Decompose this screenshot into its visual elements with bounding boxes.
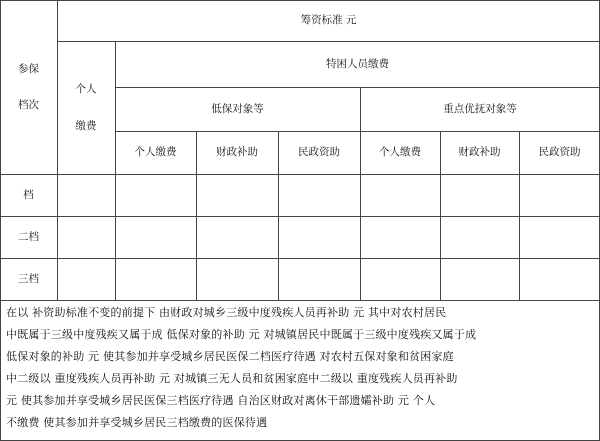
subcol-header: 民政资助 [298,146,340,159]
insurance-tier-header-line2: 档次 [18,99,39,111]
personal-payment-header [57,41,115,174]
tier-row-label: 二档 [18,230,39,243]
youfu-group-header: 重点优抚对象等 [443,102,517,115]
subcol-header: 财政补助 [458,146,501,159]
subcol-header: 个人缴费 [134,146,177,159]
table-line [0,216,600,217]
subcol-header: 个人缴费 [379,146,421,159]
insurance-tier-header [0,0,57,174]
table-line [0,258,600,259]
tier-row-label: 三档 [18,272,39,285]
table-line [0,174,600,175]
policy-paragraph [6,302,598,434]
paragraph-line: 中二级以 重度残疾人员再补助 元 对城镇三无人员和贫困家庭中二级以 重度残疾人员再补助 [6,372,458,385]
paragraph-line: 不缴费 使其参加并享受城乡居民三档缴费的医保待遇 [6,416,268,429]
paragraph-line: 中既属于三级中度残疾又属于成 低保对象的补助 元 对城镇居民中既属于三级中度残疾又属于成 [6,328,477,341]
funding-standard-header: 筹资标准 元 [300,14,357,27]
special-hardship-payment-header: 特困人员缴费 [326,57,389,70]
personal-payment-header-line1: 个人 [75,83,97,95]
subcol-header: 财政补助 [216,146,258,159]
tier-row-label: 档 [23,188,34,201]
insurance-tier-header-line1: 参保 [18,62,39,75]
table-line [0,300,600,301]
paragraph-line: 在以 补资助标准不变的前提下 由财政对城乡三级中度残疾人员再补助 元 其中对农村居民 [6,306,447,319]
dibao-group-header: 低保对象等 [211,102,264,115]
subcol-header: 民政资助 [538,146,581,159]
paragraph-line: 低保对象的补助 元 使其参加并享受城乡居民医保二档医疗待遇 对农村五保对象和贫困家庭 [6,350,454,363]
personal-payment-header-line2: 缴费 [75,119,97,132]
paragraph-line: 元 使其参加并享受城乡居民医保三档医疗待遇 自治区财政对离休干部遗孀补助 元 个人 [6,394,436,407]
